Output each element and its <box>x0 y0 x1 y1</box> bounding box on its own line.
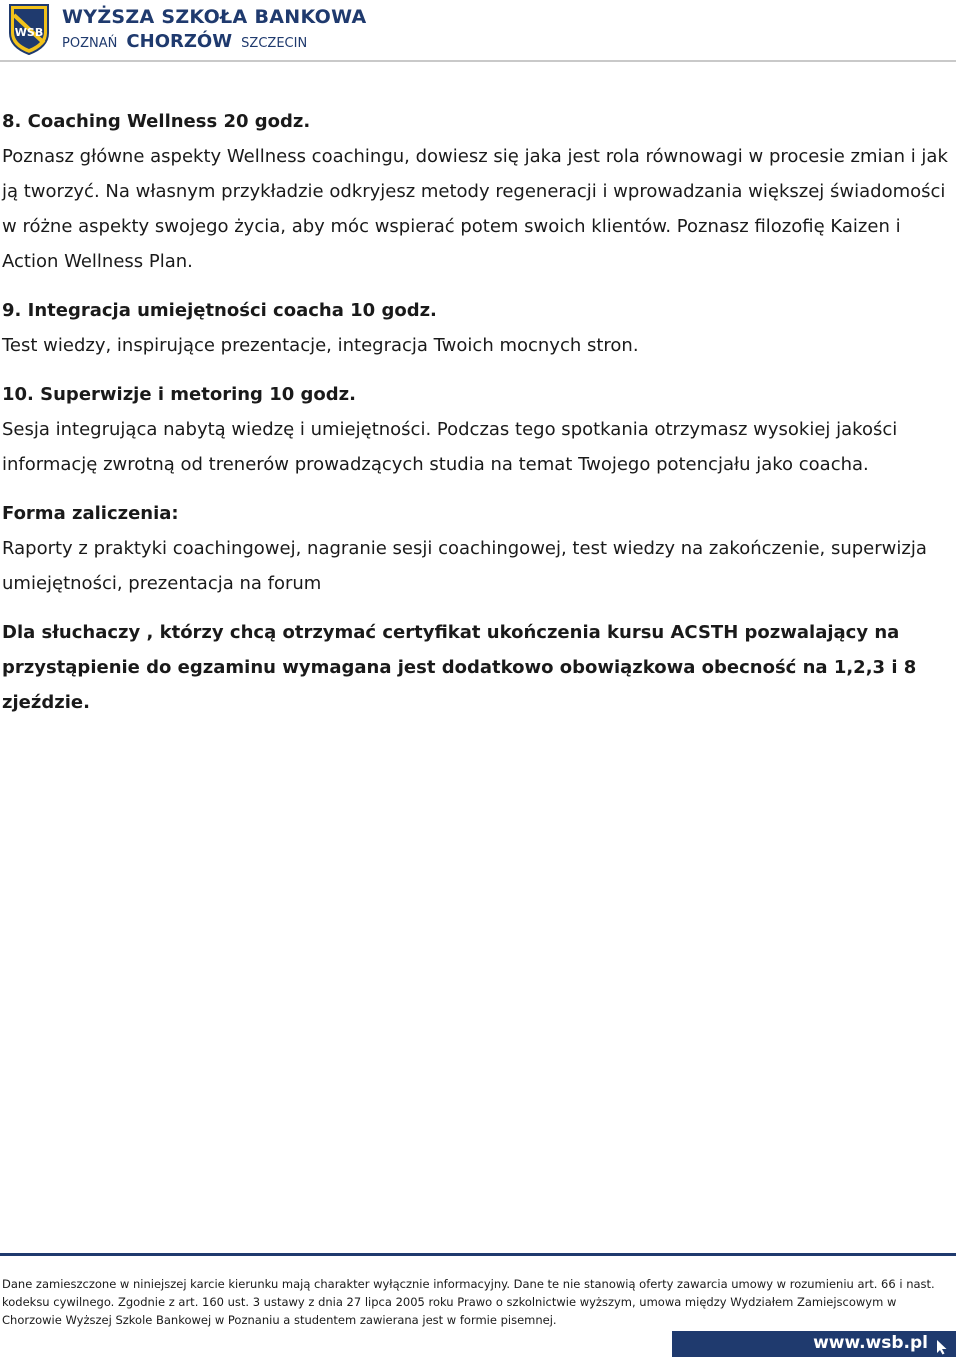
document-body <box>2 104 952 720</box>
brand-title: WYŻSZA SZKOŁA BANKOWA <box>62 6 367 28</box>
header-divider <box>0 60 956 62</box>
city-right: SZCZECIN <box>241 36 308 51</box>
footer-disclaimer <box>2 1275 954 1329</box>
section-text-integracja: Test wiedzy, inspirujące prezentacje, integracja Twoich mocnych stron. <box>2 335 639 356</box>
footer-divider <box>0 1253 956 1256</box>
footer-disclaimer-text: Dane zamieszczone w niniejszej karcie kierunku mają charakter wyłącznie informacyjny. Dane te nie stanowią oferty zawarcia umowy w rozumieniu art. 66 i nast. kodeksu cywilnego. Zgodnie z art. 160 ust. 3 ustawy z dnia 27 lipca 2005 roku Prawo o szkolnictwie wyższym, umowa między Wydziałem Zamiejscowym w Chorzowie Wyższej Szkole Bankowej w Poznaniu a studentem zawierana jest w formie pisemnej. <box>2 1277 935 1327</box>
section-text-forma-zaliczenia: Raporty z praktyki coachingowej, nagranie sesji coachingowej, test wiedzy na zakończenie, superwizja umiejętności, prezentacja na forum <box>2 538 927 594</box>
page-header <box>0 0 960 62</box>
wsb-logo-icon <box>6 3 52 55</box>
section-heading-integracja: 9. Integracja umiejętności coacha 10 godz. <box>2 300 437 321</box>
section-heading-superwizje: 10. Superwizje i metoring 10 godz. <box>2 384 356 405</box>
section-heading-coaching-wellness: 8. Coaching Wellness 20 godz. <box>2 111 311 132</box>
section-text-coaching-wellness: Poznasz główne aspekty Wellness coachingu, dowiesz się jaka jest rola równowagi w procesie zmian i jak ją tworzyć. Na własnym przykładzie odkryjesz metody regeneracji i wprowadzania większej świadomości w różne aspekty swojego życia, aby móc wspierać potem swoich klientów. Poznasz filozofię Kaizen i Action Wellness Plan. <box>2 146 948 272</box>
website-url[interactable]: www.wsb.pl <box>813 1333 928 1353</box>
city-left: POZNAŃ <box>62 36 118 51</box>
brand-cities <box>62 31 307 52</box>
city-main: CHORZÓW <box>126 31 233 52</box>
cursor-arrow-icon <box>936 1339 948 1355</box>
logo-text: WSB <box>14 26 44 39</box>
section-text-superwizje: Sesja integrująca nabytą wiedzę i umiejętności. Podczas tego spotkania otrzymasz wysokiej jakości informację zwrotną od trenerów prowadzących studia na temat Twojego potencjału jako coacha. <box>2 419 898 475</box>
website-banner[interactable] <box>672 1331 956 1357</box>
certificate-notice: Dla słuchaczy , którzy chcą otrzymać certyfikat ukończenia kursu ACSTH pozwalający na przystąpienie do egzaminu wymagana jest dodatkowo obowiązkowa obecność na 1,2,3 i 8 zjeździe. <box>2 622 917 713</box>
section-heading-forma-zaliczenia: Forma zaliczenia: <box>2 503 179 524</box>
